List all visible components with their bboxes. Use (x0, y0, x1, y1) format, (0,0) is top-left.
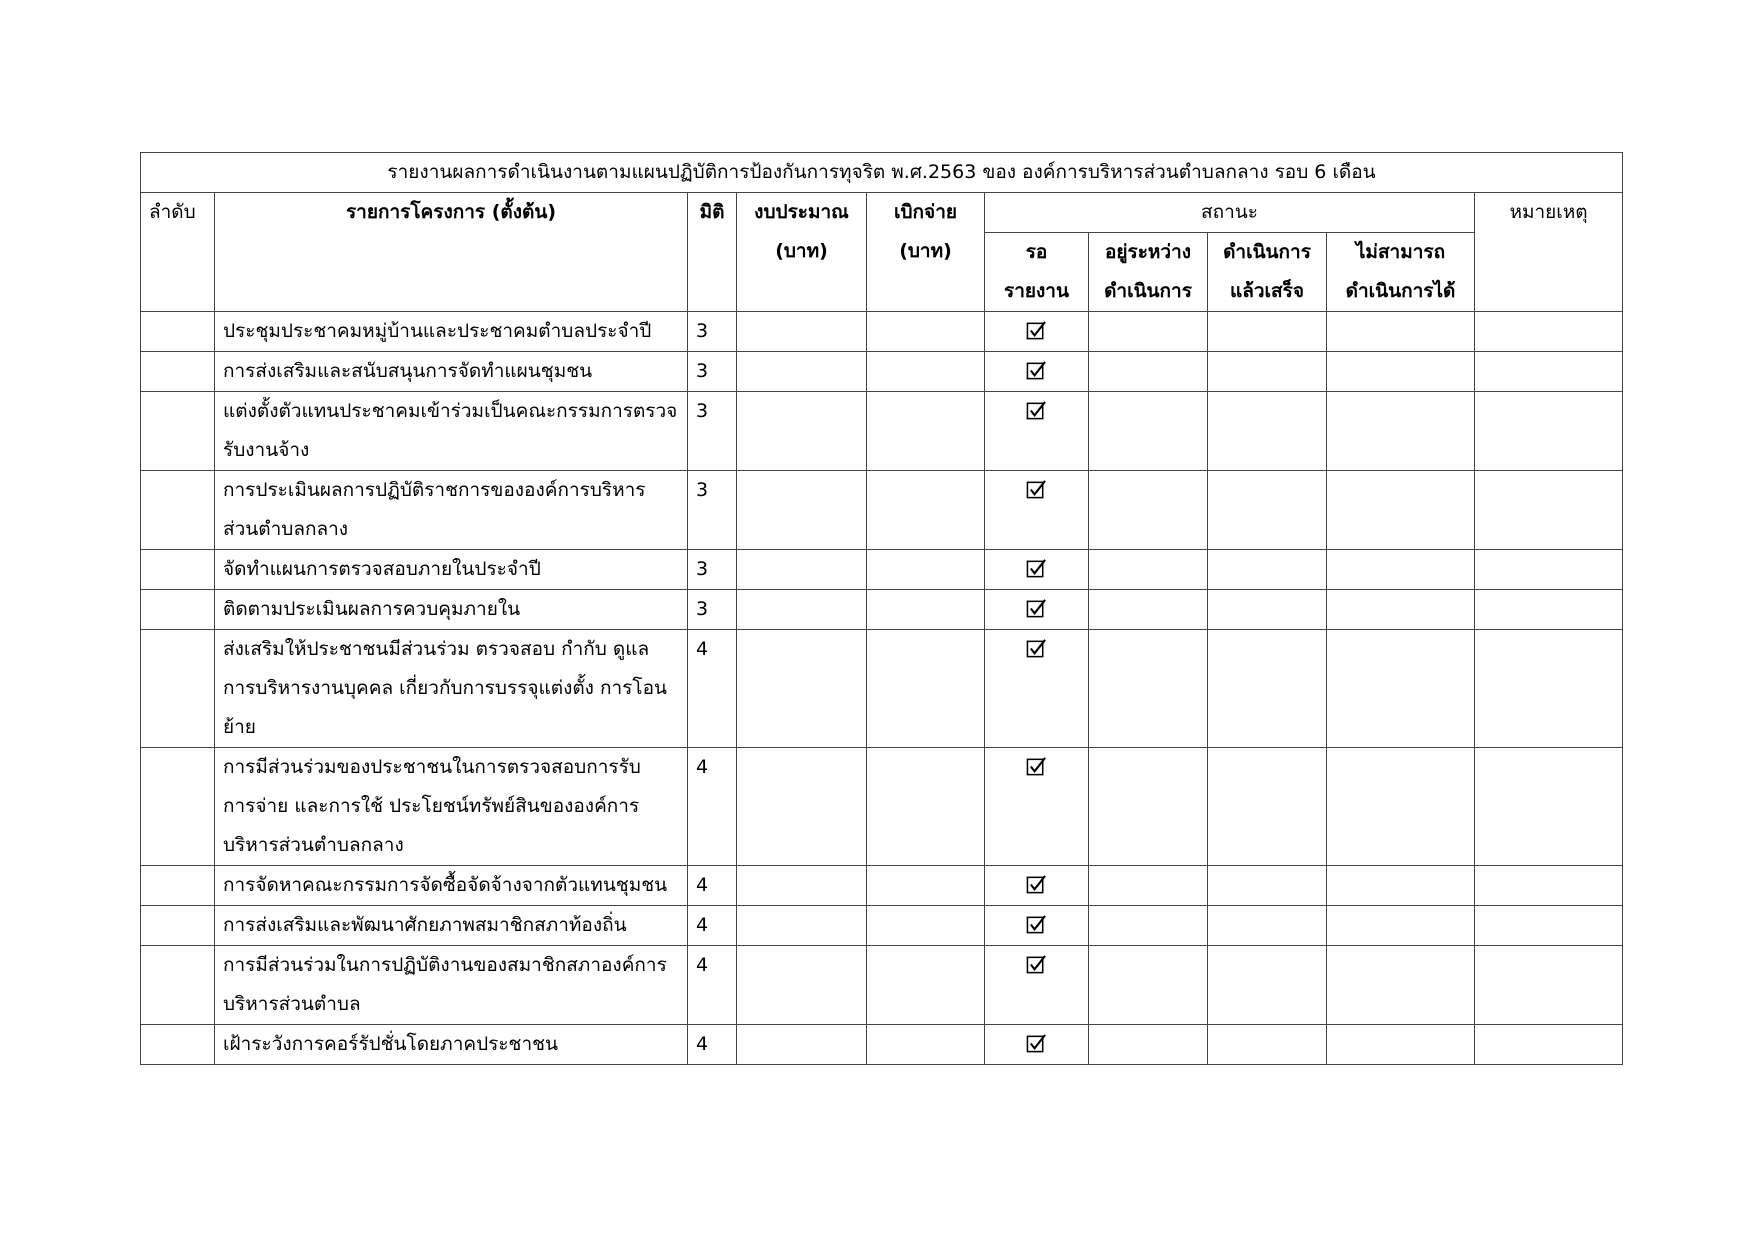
row-paid (867, 392, 985, 471)
row-status-unable (1327, 866, 1475, 906)
row-paid (867, 590, 985, 630)
row-paid (867, 471, 985, 550)
row-paid (867, 946, 985, 1025)
row-project-name: การส่งเสริมและสนับสนุนการจัดทำแผนชุมชน (215, 352, 688, 392)
row-status-in-progress (1089, 392, 1208, 471)
row-remark (1475, 866, 1623, 906)
header-budget (737, 193, 867, 312)
row-status-done (1208, 312, 1327, 352)
row-paid (867, 906, 985, 946)
row-dimension: 3 (688, 392, 737, 471)
row-dimension: 3 (688, 312, 737, 352)
row-status-in-progress (1089, 1025, 1208, 1065)
row-status-unable (1327, 906, 1475, 946)
row-status-unable (1327, 748, 1475, 866)
row-status-waiting (985, 312, 1089, 352)
row-project-name: การมีส่วนร่วมในการปฏิบัติงานของสมาชิกสภาองค์การบริหารส่วนตำบล (215, 946, 688, 1025)
row-project-name: การประเมินผลการปฏิบัติราชการขององค์การบริหารส่วนตำบลกลาง (215, 471, 688, 550)
row-dimension: 3 (688, 590, 737, 630)
table-row (141, 946, 1623, 1025)
row-no (141, 392, 215, 471)
checked-box-icon (1026, 356, 1047, 377)
checked-box-icon (1026, 554, 1047, 575)
row-status-in-progress (1089, 906, 1208, 946)
header-status-in-progress (1089, 233, 1208, 312)
row-no (141, 630, 215, 748)
row-remark (1475, 1025, 1623, 1065)
row-budget (737, 946, 867, 1025)
row-status-waiting (985, 392, 1089, 471)
row-status-waiting (985, 352, 1089, 392)
row-status-waiting (985, 471, 1089, 550)
row-paid (867, 312, 985, 352)
table-row (141, 630, 1623, 748)
row-status-done (1208, 1025, 1327, 1065)
header-status-unable-line1: ไม่สามารถ (1355, 241, 1446, 263)
row-no (141, 906, 215, 946)
table-row (141, 748, 1623, 866)
header-status-waiting (985, 233, 1089, 312)
table-row (141, 352, 1623, 392)
row-dimension: 3 (688, 550, 737, 590)
row-budget (737, 550, 867, 590)
checked-box-icon (1026, 1029, 1047, 1050)
header-status: สถานะ (985, 193, 1475, 233)
row-status-in-progress (1089, 630, 1208, 748)
row-project-name: ติดตามประเมินผลการควบคุมภายใน (215, 590, 688, 630)
row-remark (1475, 352, 1623, 392)
row-status-waiting (985, 550, 1089, 590)
row-status-unable (1327, 590, 1475, 630)
table-row (141, 550, 1623, 590)
row-status-done (1208, 946, 1327, 1025)
report-title: รายงานผลการดำเนินงานตามแผนปฏิบัติการป้องกันการทุจริต พ.ศ.2563 ของ องค์การบริหารส่วนตำบลกลาง รอบ 6 เดือน (141, 153, 1623, 193)
row-status-waiting (985, 906, 1089, 946)
row-budget (737, 906, 867, 946)
row-remark (1475, 312, 1623, 352)
header-status-done-line2: แล้วเสร็จ (1230, 280, 1304, 302)
row-budget (737, 392, 867, 471)
checked-box-icon (1026, 316, 1047, 337)
row-remark (1475, 748, 1623, 866)
row-remark (1475, 630, 1623, 748)
row-status-unable (1327, 1025, 1475, 1065)
row-paid (867, 550, 985, 590)
row-paid (867, 352, 985, 392)
row-budget (737, 312, 867, 352)
row-no (141, 590, 215, 630)
row-project-name: การส่งเสริมและพัฒนาศักยภาพสมาชิกสภาท้องถิ่น (215, 906, 688, 946)
row-status-waiting (985, 630, 1089, 748)
row-paid (867, 866, 985, 906)
row-status-waiting (985, 946, 1089, 1025)
header-remark: หมายเหตุ (1475, 193, 1623, 312)
table-row (141, 590, 1623, 630)
header-budget-line1: งบประมาณ (754, 201, 849, 223)
row-budget (737, 866, 867, 906)
row-no (141, 550, 215, 590)
row-no (141, 352, 215, 392)
row-no (141, 312, 215, 352)
row-budget (737, 471, 867, 550)
checked-box-icon (1026, 752, 1047, 773)
row-status-done (1208, 630, 1327, 748)
row-no (141, 471, 215, 550)
row-paid (867, 630, 985, 748)
row-project-name: จัดทำแผนการตรวจสอบภายในประจำปี (215, 550, 688, 590)
row-remark (1475, 392, 1623, 471)
header-status-waiting-line1: รอ (1025, 241, 1048, 263)
row-status-done (1208, 471, 1327, 550)
row-dimension: 4 (688, 866, 737, 906)
row-status-done (1208, 866, 1327, 906)
table-row (141, 312, 1623, 352)
row-project-name: เฝ้าระวังการคอร์รัปชั่นโดยภาคประชาชน (215, 1025, 688, 1065)
row-status-waiting (985, 590, 1089, 630)
header-budget-line2: (บาท) (775, 240, 828, 262)
table-row (141, 1025, 1623, 1065)
row-dimension: 3 (688, 352, 737, 392)
row-remark (1475, 550, 1623, 590)
row-no (141, 946, 215, 1025)
table-row (141, 906, 1623, 946)
row-status-done (1208, 550, 1327, 590)
row-status-done (1208, 392, 1327, 471)
row-dimension: 4 (688, 1025, 737, 1065)
row-project-name: ส่งเสริมให้ประชาชนมีส่วนร่วม ตรวจสอบ กำกับ ดูแลการบริหารงานบุคคล เกี่ยวกับการบรรจุแต่งตั้ง การโอน ย้าย (215, 630, 688, 748)
row-no (141, 1025, 215, 1065)
row-no (141, 866, 215, 906)
row-project-name: การมีส่วนร่วมของประชาชนในการตรวจสอบการรับ การจ่าย และการใช้ ประโยชน์ทรัพย์สินขององค์การบริหารส่วนตำบลกลาง (215, 748, 688, 866)
header-project: รายการโครงการ (ตั้งต้น) (215, 193, 688, 312)
row-status-done (1208, 906, 1327, 946)
row-budget (737, 590, 867, 630)
row-dimension: 4 (688, 946, 737, 1025)
header-dimension: มิติ (688, 193, 737, 312)
row-dimension: 4 (688, 906, 737, 946)
row-dimension: 4 (688, 630, 737, 748)
row-status-in-progress (1089, 946, 1208, 1025)
row-status-unable (1327, 392, 1475, 471)
row-status-in-progress (1089, 312, 1208, 352)
header-status-waiting-line2: รายงาน (1004, 280, 1069, 302)
header-status-in-progress-line1: อยู่ระหว่าง (1104, 241, 1192, 263)
checked-box-icon (1026, 634, 1047, 655)
row-status-done (1208, 748, 1327, 866)
header-no: ลำดับ (141, 193, 215, 312)
header-paid-line2: (บาท) (899, 240, 952, 262)
row-status-in-progress (1089, 471, 1208, 550)
checked-box-icon (1026, 594, 1047, 615)
row-status-in-progress (1089, 550, 1208, 590)
row-paid (867, 1025, 985, 1065)
row-status-done (1208, 590, 1327, 630)
header-status-done (1208, 233, 1327, 312)
row-no (141, 748, 215, 866)
row-budget (737, 748, 867, 866)
header-status-in-progress-line2: ดำเนินการ (1104, 280, 1192, 302)
row-remark (1475, 946, 1623, 1025)
row-budget (737, 1025, 867, 1065)
header-paid (867, 193, 985, 312)
checked-box-icon (1026, 475, 1047, 496)
row-status-waiting (985, 866, 1089, 906)
row-status-unable (1327, 550, 1475, 590)
row-dimension: 3 (688, 471, 737, 550)
row-status-waiting (985, 748, 1089, 866)
row-status-unable (1327, 471, 1475, 550)
row-remark (1475, 590, 1623, 630)
checked-box-icon (1026, 950, 1047, 971)
row-status-in-progress (1089, 590, 1208, 630)
row-status-in-progress (1089, 866, 1208, 906)
table-row (141, 866, 1623, 906)
row-status-done (1208, 352, 1327, 392)
header-paid-line1: เบิกจ่าย (894, 201, 957, 223)
row-project-name: แต่งตั้งตัวแทนประชาคมเข้าร่วมเป็นคณะกรรมการตรวจรับงานจ้าง (215, 392, 688, 471)
row-status-unable (1327, 352, 1475, 392)
row-status-unable (1327, 630, 1475, 748)
header-status-done-line1: ดำเนินการ (1223, 241, 1311, 263)
row-remark (1475, 471, 1623, 550)
row-remark (1475, 906, 1623, 946)
row-status-waiting (985, 1025, 1089, 1065)
checked-box-icon (1026, 396, 1047, 417)
row-status-in-progress (1089, 748, 1208, 866)
report-table (140, 152, 1623, 1065)
row-paid (867, 748, 985, 866)
row-status-in-progress (1089, 352, 1208, 392)
row-budget (737, 630, 867, 748)
row-project-name: ประชุมประชาคมหมู่บ้านและประชาคมตำบลประจำปี (215, 312, 688, 352)
row-project-name: การจัดหาคณะกรรมการจัดซื้อจัดจ้างจากตัวแทนชุมชน (215, 866, 688, 906)
report-rows (141, 312, 1623, 1065)
row-status-unable (1327, 946, 1475, 1025)
row-dimension: 4 (688, 748, 737, 866)
table-row (141, 392, 1623, 471)
header-status-unable-line2: ดำเนินการได้ (1345, 280, 1456, 302)
row-status-unable (1327, 312, 1475, 352)
checked-box-icon (1026, 910, 1047, 931)
header-status-unable (1327, 233, 1475, 312)
checked-box-icon (1026, 870, 1047, 891)
row-budget (737, 352, 867, 392)
table-row (141, 471, 1623, 550)
